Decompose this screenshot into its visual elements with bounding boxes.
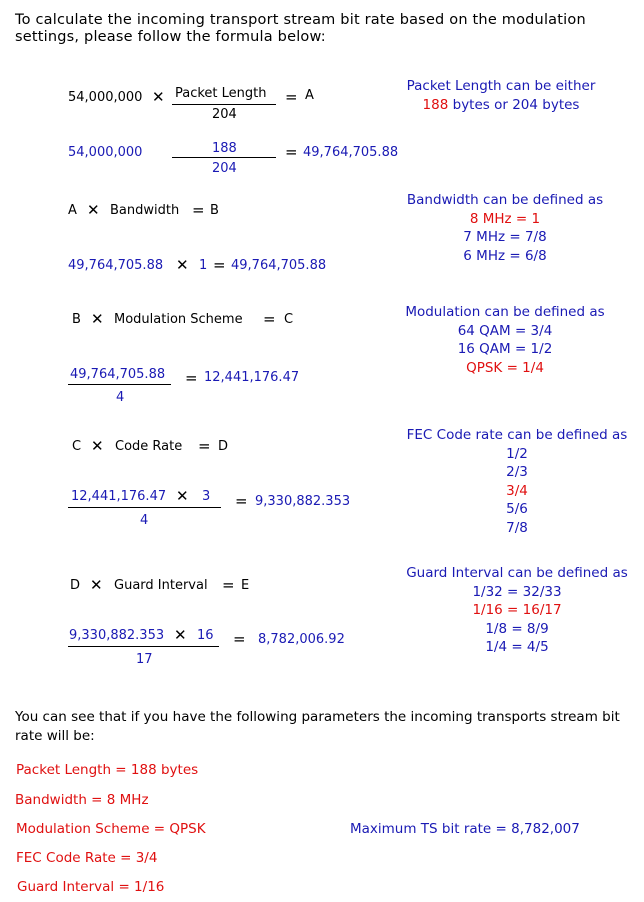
param-fec-code-rate: FEC Code Rate = 3/4 (16, 850, 158, 866)
param-bandwidth: Bandwidth = 8 MHz (15, 792, 149, 808)
multiply-sign: ✕ (176, 487, 189, 505)
input-variable: C (72, 439, 82, 454)
fraction-bar (68, 646, 219, 647)
multiply-sign: ✕ (174, 626, 187, 644)
equals-sign: = (222, 576, 235, 594)
example-result: 12,441,176.47 (204, 370, 300, 385)
example-denominator: 4 (140, 513, 149, 528)
equals-sign: = (285, 88, 298, 106)
equals-sign: = (263, 310, 276, 328)
param-guard-interval: Guard Interval = 1/16 (17, 879, 165, 895)
fraction-bar (172, 104, 276, 105)
intro-text: To calculate the incoming transport stream bit rate based on the modulation settings, please follow the formula below: (15, 12, 586, 45)
multiply-sign: ✕ (91, 437, 104, 455)
equals-sign: = (285, 143, 298, 161)
equals-sign: = (192, 201, 205, 219)
equals-sign: = (185, 369, 198, 387)
equals-sign: = (213, 256, 226, 274)
note-item: 7 MHz = 7/8 (463, 229, 547, 245)
example-factor: 16 (197, 628, 214, 643)
fraction-numerator: Packet Length (175, 86, 267, 101)
fraction-denominator: 204 (212, 107, 237, 122)
packet-length-note (396, 77, 606, 114)
bandwidth-note (396, 191, 614, 265)
example-numerator: 188 (212, 141, 237, 156)
input-variable: A (68, 203, 77, 218)
note-item: 3/4 (506, 482, 528, 499)
note-title: Bandwidth can be defined as (406, 192, 604, 208)
example-result: 8,782,006.92 (258, 632, 345, 647)
note-item: 64 QAM = 3/4 (457, 322, 553, 339)
equals-sign: = (233, 630, 246, 648)
fraction-bar (68, 507, 221, 508)
example-result: 9,330,882.353 (255, 494, 351, 509)
formula-constant: 54,000,000 (68, 90, 143, 105)
term-label: Guard Interval (114, 578, 208, 593)
example-result: 49,764,705.88 (231, 258, 327, 273)
result-variable: C (284, 312, 294, 327)
note-item: 8 MHz = 1 (469, 210, 541, 227)
fraction-bar (68, 384, 171, 385)
note-item: 1/16 = 16/17 (472, 602, 562, 618)
note-options (396, 96, 606, 115)
note-item: 7/8 (506, 519, 528, 536)
note-item: 1/32 = 32/33 (472, 583, 562, 600)
note-item: 1/4 = 4/5 (485, 639, 549, 655)
multiply-sign: ✕ (91, 310, 104, 328)
equals-sign: = (198, 437, 211, 455)
input-variable: B (72, 312, 81, 327)
input-variable: D (70, 578, 81, 593)
term-label: Code Rate (115, 439, 183, 454)
note-item: 1/8 = 8/9 (485, 620, 549, 637)
note-item: 5/6 (506, 501, 528, 517)
note-title: Guard Interval can be defined as (406, 565, 628, 581)
param-packet-length: Packet Length = 188 bytes (16, 762, 199, 778)
multiply-sign: ✕ (87, 201, 100, 219)
example-denominator: 204 (212, 161, 237, 176)
note-title: FEC Code rate can be defined as (406, 427, 628, 443)
code-rate-note (396, 426, 638, 537)
result-variable: A (305, 88, 314, 103)
multiply-sign: ✕ (176, 256, 189, 274)
result-variable: D (218, 439, 229, 454)
example-factor: 3 (202, 489, 211, 504)
example-input: 49,764,705.88 (68, 258, 164, 273)
param-modulation: Modulation Scheme = QPSK (16, 821, 206, 837)
example-denominator: 4 (116, 390, 125, 405)
summary-text: You can see that if you have the following parameters the incoming transports stream bit rate will be: (15, 709, 620, 744)
result-variable: E (241, 578, 250, 593)
fraction-bar (172, 157, 276, 158)
result-variable: B (210, 203, 219, 218)
guard-interval-note (396, 564, 638, 657)
option-text: bytes or 204 bytes (448, 96, 580, 113)
modulation-note (396, 303, 614, 377)
multiply-sign: ✕ (152, 88, 165, 106)
note-item: 16 QAM = 1/2 (457, 341, 553, 357)
example-denominator: 17 (136, 652, 153, 667)
term-label: Bandwidth (110, 203, 180, 218)
example-numerator: 9,330,882.353 (69, 628, 165, 643)
term-label: Modulation Scheme (114, 312, 243, 327)
note-item: 6 MHz = 6/8 (463, 247, 547, 264)
example-numerator: 12,441,176.47 (71, 489, 167, 504)
note-title: Modulation can be defined as (405, 304, 605, 320)
note-item: 2/3 (506, 464, 528, 480)
option-188: 188 (422, 96, 449, 113)
example-result: 49,764,705.88 (303, 145, 399, 160)
note-title: Packet Length can be either (406, 78, 596, 94)
note-item: 1/2 (506, 445, 528, 462)
equals-sign: = (235, 492, 248, 510)
max-ts-bitrate: Maximum TS bit rate = 8,782,007 (350, 821, 580, 837)
example-constant: 54,000,000 (68, 145, 143, 160)
example-factor: 1 (199, 258, 208, 273)
example-numerator: 49,764,705.88 (70, 367, 166, 382)
multiply-sign: ✕ (90, 576, 103, 594)
note-item: QPSK = 1/4 (466, 359, 544, 376)
